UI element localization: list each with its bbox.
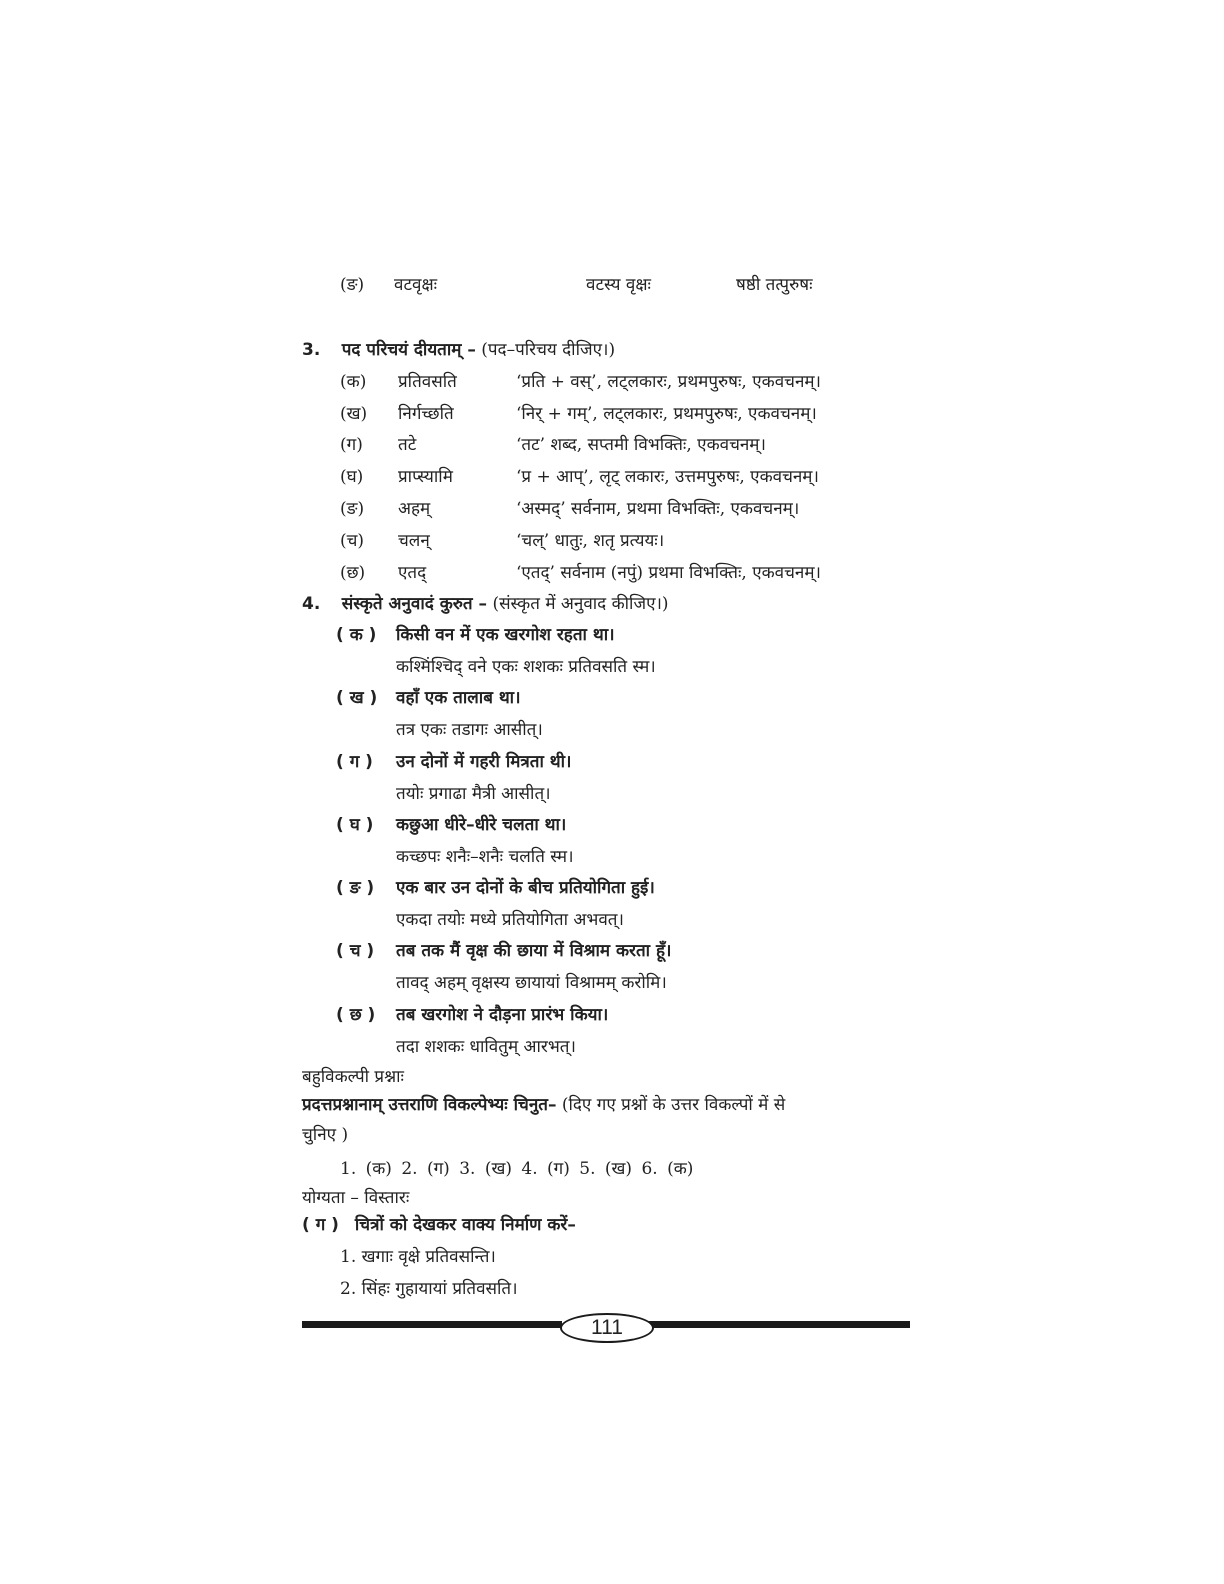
compound-expansion: वटस्य वृक्षः (586, 275, 651, 295)
hindi-sentence: तब खरगोश ने दौड़ना प्रारंभ किया। (396, 1005, 609, 1025)
sanskrit-translation: कश्मिंश्चिद् वने एकः शशकः प्रतिवसति स्म। (396, 657, 656, 677)
section-3-heading (302, 337, 615, 360)
item-marker: (च) (340, 531, 365, 551)
word-analysis-row (340, 401, 817, 429)
item-marker: ( ङ ) (336, 878, 375, 898)
item-marker: (ङ) (340, 499, 365, 519)
section-number: 3. (302, 340, 321, 360)
word-analysis-row (340, 528, 664, 556)
hindi-sentence: किसी वन में एक खरगोश रहता था। (396, 625, 615, 645)
page-number: 111 (560, 1313, 654, 1343)
sanskrit-translation: एकदा तयोः मध्ये प्रतियोगिता अभवत्। (396, 910, 624, 930)
translation-question (336, 622, 615, 645)
mcq-instruction-cont: चुनिए ) (302, 1125, 349, 1145)
section-number: 4. (302, 594, 321, 614)
hindi-sentence: एक बार उन दोनों के बीच प्रतियोगिता हुई। (396, 878, 655, 898)
section-note: (पद–परिचय दीजिए।) (481, 340, 616, 360)
section-title: पद परिचयं दीयताम् – (341, 340, 476, 360)
item-marker: (ख) (340, 404, 368, 424)
extension-heading (302, 1212, 576, 1235)
analysis-word: चलन् (398, 531, 430, 551)
extension-heading-text: चित्रों को देखकर वाक्य निर्माण करें– (354, 1215, 576, 1235)
word-analysis-row (340, 432, 766, 460)
item-marker: ( छ ) (336, 1005, 376, 1025)
section-4-heading (302, 591, 669, 614)
mcq-answers: 1. (क) 2. (ग) 3. (ख) 4. (ग) 5. (ख) 6. (क) (340, 1159, 694, 1179)
analysis-description: ‘चल्’ धातुः, शतृ प्रत्ययः। (516, 531, 665, 551)
analysis-word: प्रतिवसति (398, 372, 457, 392)
word-analysis-row (340, 369, 821, 397)
extension-line: 1. खगाः वृक्षे प्रतिवसन्ति। (340, 1247, 496, 1267)
analysis-word: एतद् (398, 563, 427, 583)
word-analysis-row (340, 464, 819, 492)
translation-question (336, 812, 566, 835)
analysis-description: ‘निर् + गम्’, लट्लकारः, प्रथमपुरुषः, एकवचनम्। (516, 404, 817, 424)
sanskrit-translation: तत्र एकः तडागः आसीत्। (396, 720, 543, 740)
top-row (340, 272, 813, 300)
mcq-instruction-bold: प्रदत्तप्रश्नानाम् उत्तराणि विकल्पेभ्यः चिनुत– (302, 1095, 557, 1115)
footer-rule-right (648, 1321, 910, 1328)
mcq-title: बहुविकल्पी प्रश्नाः (302, 1067, 404, 1087)
translation-question (336, 875, 655, 898)
sanskrit-translation: कच्छपः शनैः–शनैः चलति स्म। (396, 847, 574, 867)
item-marker: (घ) (340, 467, 364, 487)
word-analysis-row (340, 560, 821, 588)
analysis-word: निर्गच्छति (398, 404, 454, 424)
analysis-description: ‘अस्मद्’ सर्वनाम, प्रथमा विभक्तिः, एकवचनम्। (516, 499, 800, 519)
analysis-description: ‘प्र + आप्’, लृट् लकारः, उत्तमपुरुषः, एकवचनम्। (516, 467, 819, 487)
hindi-sentence: कछुआ धीरे–धीरे चलता था। (396, 815, 567, 835)
section-title: संस्कृते अनुवादं कुरुत – (341, 594, 488, 614)
sanskrit-translation: तदा शशकः धावितुम् आरभत्। (396, 1037, 576, 1057)
item-marker: ( घ ) (336, 815, 374, 835)
word-analysis-row (340, 496, 799, 524)
analysis-word: अहम् (398, 499, 431, 519)
sanskrit-translation: तयोः प्रगाढा मैत्री आसीत्। (396, 784, 551, 804)
analysis-word: तटे (398, 435, 417, 455)
mcq-instruction (302, 1092, 910, 1115)
extension-line: 2. सिंहः गुहायायां प्रतिवसति। (340, 1279, 518, 1299)
translation-question (336, 1002, 608, 1025)
footer-rule-left (302, 1321, 562, 1328)
mcq-instruction-note: (दिए गए प्रश्नों के उत्तर विकल्पों में से (561, 1095, 786, 1115)
translation-question (336, 685, 521, 708)
analysis-description: ‘एतद्’ सर्वनाम (नपुं) प्रथमा विभक्तिः, एकवचनम्। (516, 563, 821, 583)
translation-question (336, 749, 572, 772)
analysis-word: प्राप्स्यामि (398, 467, 453, 487)
hindi-sentence: तब तक मैं वृक्ष की छाया में विश्राम करता हूँ। (396, 941, 672, 961)
item-marker: (ङ) (340, 275, 365, 295)
hindi-sentence: वहाँ एक तालाब था। (396, 688, 521, 708)
extension-title: योग्यता – विस्तारः (302, 1188, 410, 1208)
item-marker: ( ग ) (336, 752, 373, 772)
item-marker: ( ख ) (336, 688, 378, 708)
extension-marker: ( ग ) (302, 1215, 339, 1235)
compound-word: वटवृक्षः (394, 275, 438, 295)
analysis-description: ‘प्रति + वस्’, लट्लकारः, प्रथमपुरुषः, एकवचनम्। (516, 372, 821, 392)
item-marker: ( क ) (336, 625, 377, 645)
section-note: (संस्कृत में अनुवाद कीजिए।) (492, 594, 669, 614)
hindi-sentence: उन दोनों में गहरी मित्रता थी। (396, 752, 572, 772)
item-marker: ( च ) (336, 941, 375, 961)
item-marker: (क) (340, 372, 367, 392)
sanskrit-translation: तावद् अहम् वृक्षस्य छायायां विश्रामम् करोमि। (396, 973, 667, 993)
item-marker: (ग) (340, 435, 363, 455)
compound-type: षष्ठी तत्पुरुषः (736, 275, 813, 295)
analysis-description: ‘तट’ शब्द, सप्तमी विभक्तिः, एकवचनम्। (516, 435, 766, 455)
translation-question (336, 938, 671, 961)
item-marker: (छ) (340, 563, 366, 583)
